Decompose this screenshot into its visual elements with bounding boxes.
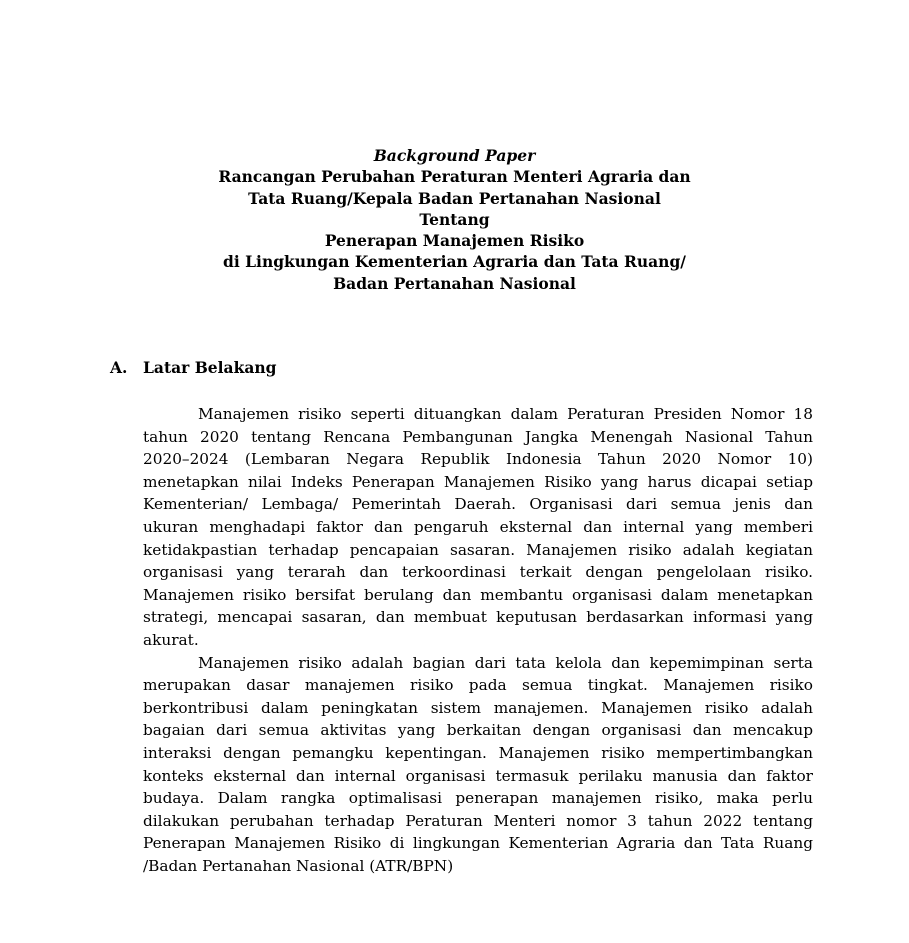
paragraph-line: Manajemen risiko bersifat berulang dan membantu organisasi dalam menetapkan (143, 585, 813, 604)
title-line-4: Tentang (419, 209, 490, 229)
paragraph-line: berkontribusi dalam peningkatan sistem manajemen. Manajemen risiko adalah (143, 698, 813, 717)
paragraph-line: ketidakpastian terhadap pencapaian sasaran. Manajemen risiko adalah kegiatan (143, 540, 813, 559)
section-heading (110, 357, 277, 379)
section-letter: A. (110, 358, 128, 377)
paragraph-line: Kementerian/ Lembaga/ Pemerintah Daerah. Organisasi dari semua jenis dan (143, 495, 813, 514)
paragraph-line: Manajemen risiko seperti dituangkan dalam Peraturan Presiden Nomor 18 (198, 405, 813, 423)
paragraph-line: ukuran menghadapi faktor dan pengaruh eksternal dan internal yang memberi (143, 517, 813, 536)
title-block (0, 145, 909, 294)
paragraph-line: merupakan dasar manajemen risiko pada semua tingkat. Manajemen risiko (143, 676, 813, 695)
title-line-6: di Lingkungan Kementerian Agraria dan Tata Ruang/ (223, 252, 686, 272)
title-line-3: Tata Ruang/Kepala Badan Pertanahan Nasional (248, 188, 661, 208)
paragraph-1 (143, 403, 813, 652)
paragraph-line: dilakukan perubahan terhadap Peraturan Menteri nomor 3 tahun 2022 tentang (143, 811, 813, 830)
paragraph-line: Manajemen risiko adalah bagian dari tata kelola dan kepemimpinan serta (198, 653, 813, 672)
section-heading-text: Latar Belakang (143, 358, 277, 377)
paragraph-line: budaya. Dalam rangka optimalisasi penerapan manajemen risiko, maka perlu (143, 789, 813, 808)
paragraph-line: bagaian dari semua aktivitas yang berkaitan dengan organisasi dan mencakup (143, 721, 813, 740)
paragraph-line: Penerapan Manajemen Risiko di lingkungan Kementerian Agraria dan Tata Ruang (143, 834, 813, 853)
paragraph-line: tahun 2020 tentang Rencana Pembangunan Jangka Menengah Nasional Tahun (143, 427, 813, 446)
paragraph-line: interaksi dengan pemangku kepentingan. Manajemen risiko mempertimbangkan (143, 743, 813, 762)
paper-type-title: Background Paper (373, 146, 536, 165)
paragraph-line: menetapkan nilai Indeks Penerapan Manajemen Risiko yang harus dicapai setiap (143, 472, 813, 491)
paragraph-2 (143, 652, 813, 878)
paragraph-line: konteks eksternal dan internal organisasi termasuk perilaku manusia dan faktor (143, 766, 813, 785)
paragraph-line: 2020–2024 (Lembaran Negara Republik Indonesia Tahun 2020 Nomor 10) (143, 450, 813, 469)
paragraph-line: /Badan Pertanahan Nasional (ATR/BPN) (143, 856, 454, 875)
paragraph-line: akurat. (143, 630, 199, 649)
paragraph-line: strategi, mencapai sasaran, dan membuat keputusan berdasarkan informasi yang (143, 608, 813, 627)
body-text (143, 403, 813, 877)
title-line-5: Penerapan Manajemen Risiko (324, 231, 585, 251)
title-line-2: Rancangan Perubahan Peraturan Menteri Agraria dan (218, 167, 691, 187)
title-line-7: Badan Pertanahan Nasional (333, 273, 576, 293)
paragraph-line: organisasi yang terarah dan terkoordinasi terkait dengan pengelolaan risiko. (143, 563, 813, 582)
